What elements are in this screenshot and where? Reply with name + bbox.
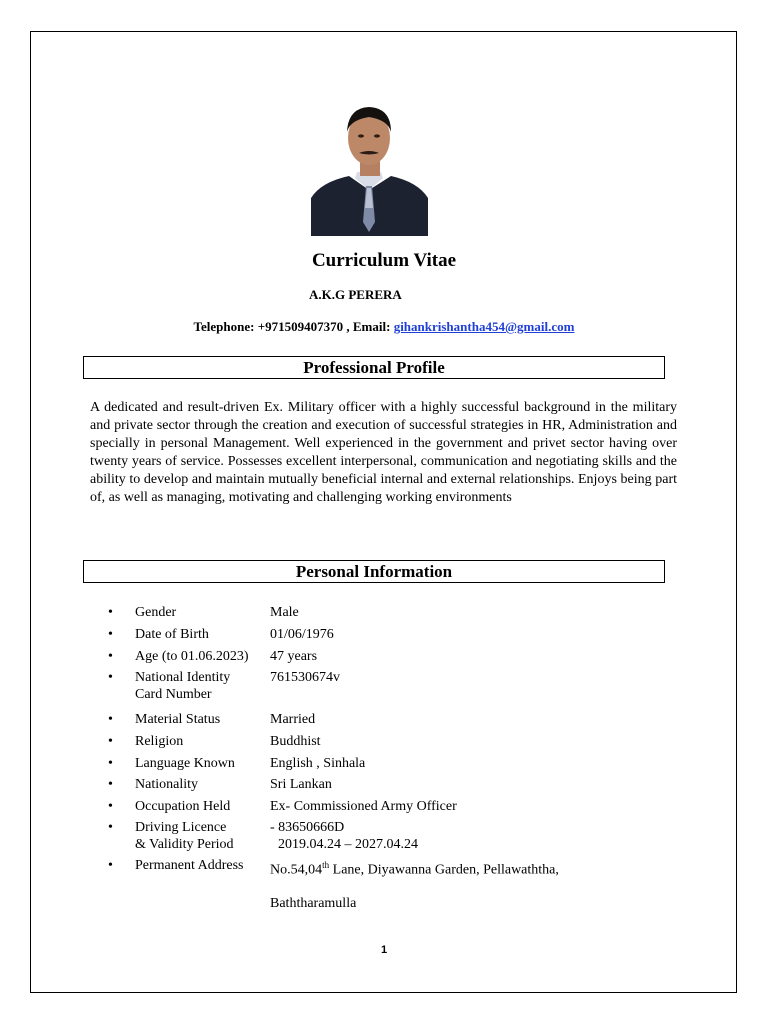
bullet-icon: •: [108, 605, 113, 620]
info-value: 01/06/1976: [270, 627, 334, 642]
info-label: Material Status: [135, 712, 221, 727]
page-number: 1: [380, 944, 388, 956]
info-row-language: [108, 755, 708, 776]
bullet-icon: •: [108, 820, 113, 835]
info-value: 761530674v: [270, 670, 340, 685]
info-label: [135, 669, 271, 703]
info-label-line-1: National Identity: [135, 670, 231, 685]
info-value: Married: [270, 712, 316, 727]
bullet-icon: •: [108, 799, 113, 814]
portrait-photo: [311, 98, 428, 236]
bullet-icon: •: [108, 670, 113, 685]
info-label: [135, 819, 271, 853]
info-label-line-1: Driving Licence: [135, 820, 227, 835]
bullet-icon: •: [108, 777, 113, 792]
info-value: 47 years: [270, 649, 318, 664]
info-value-line-2: Baththaramulla: [270, 895, 357, 911]
info-label: Permanent Address: [135, 858, 244, 873]
info-row-permanent-address: [108, 857, 708, 911]
personal-information-list: [108, 604, 708, 911]
info-row-gender: [108, 604, 708, 626]
info-value: Buddhist: [270, 734, 321, 749]
bullet-icon: •: [108, 756, 113, 771]
professional-profile-text: A dedicated and result-driven Ex. Military officer with a highly successful background in the military and private sector through the creation and execution of successful strategies in HR, Administration and specially in personal Management. Well experienced in the government and privet sector having over twenty years of service. Possesses excellent interpersonal, communication and negotiating skills and the ability to develop and maintain mutually beneficial internal and external relationships. Enjoys being part of, as well as managing, motivating and challenging working environments: [90, 400, 677, 505]
info-label: Occupation Held: [135, 799, 231, 814]
bullet-icon: •: [108, 712, 113, 727]
info-value-line-1: - 83650666D: [270, 820, 345, 835]
contact-line: [0, 319, 768, 335]
bullet-icon: •: [108, 627, 113, 642]
info-label: Nationality: [135, 777, 198, 792]
info-value: Sri Lankan: [270, 777, 332, 792]
info-row-religion: [108, 733, 708, 755]
info-row-age: [108, 648, 708, 669]
bullet-icon: •: [108, 858, 113, 873]
info-value: [270, 819, 690, 853]
info-value-superscript: th: [322, 860, 330, 870]
info-label: Date of Birth: [135, 627, 209, 642]
info-row-national-identity: [108, 669, 708, 711]
bullet-icon: •: [108, 649, 113, 664]
bullet-icon: •: [108, 734, 113, 749]
info-value-line-1: No.54,04: [270, 862, 323, 878]
info-label-line-2: & Validity Period: [135, 837, 234, 852]
contact-phone-label: Telephone: +971509407370 , Email:: [193, 319, 394, 334]
info-label-line-2: Card Number: [135, 687, 212, 702]
info-value: Ex- Commissioned Army Officer: [270, 799, 457, 814]
info-row-occupation: [108, 798, 708, 819]
info-label: Age (to 01.06.2023): [135, 649, 249, 664]
info-value: English , Sinhala: [270, 756, 366, 771]
info-value: [270, 857, 690, 912]
info-value: Male: [270, 605, 299, 620]
info-row-marital-status: [108, 711, 708, 733]
document-title: Curriculum Vitae: [311, 250, 457, 271]
info-row-driving-licence: [108, 819, 708, 857]
info-label: Gender: [135, 605, 177, 620]
candidate-name: A.K.G PERERA: [309, 287, 402, 302]
professional-profile-heading: Professional Profile: [83, 356, 665, 379]
info-row-nationality: [108, 776, 708, 798]
personal-information-heading: Personal Information: [83, 560, 665, 583]
info-value-line-2: 2019.04.24 – 2027.04.24: [278, 837, 418, 852]
info-row-date-of-birth: [108, 626, 708, 648]
info-label: Religion: [135, 734, 184, 749]
email-link[interactable]: gihankrishantha454@gmail.com: [393, 319, 575, 334]
info-label: Language Known: [135, 756, 235, 771]
info-value-line-1-rest: Lane, Diyawanna Garden, Pellawaththa,: [329, 862, 559, 878]
